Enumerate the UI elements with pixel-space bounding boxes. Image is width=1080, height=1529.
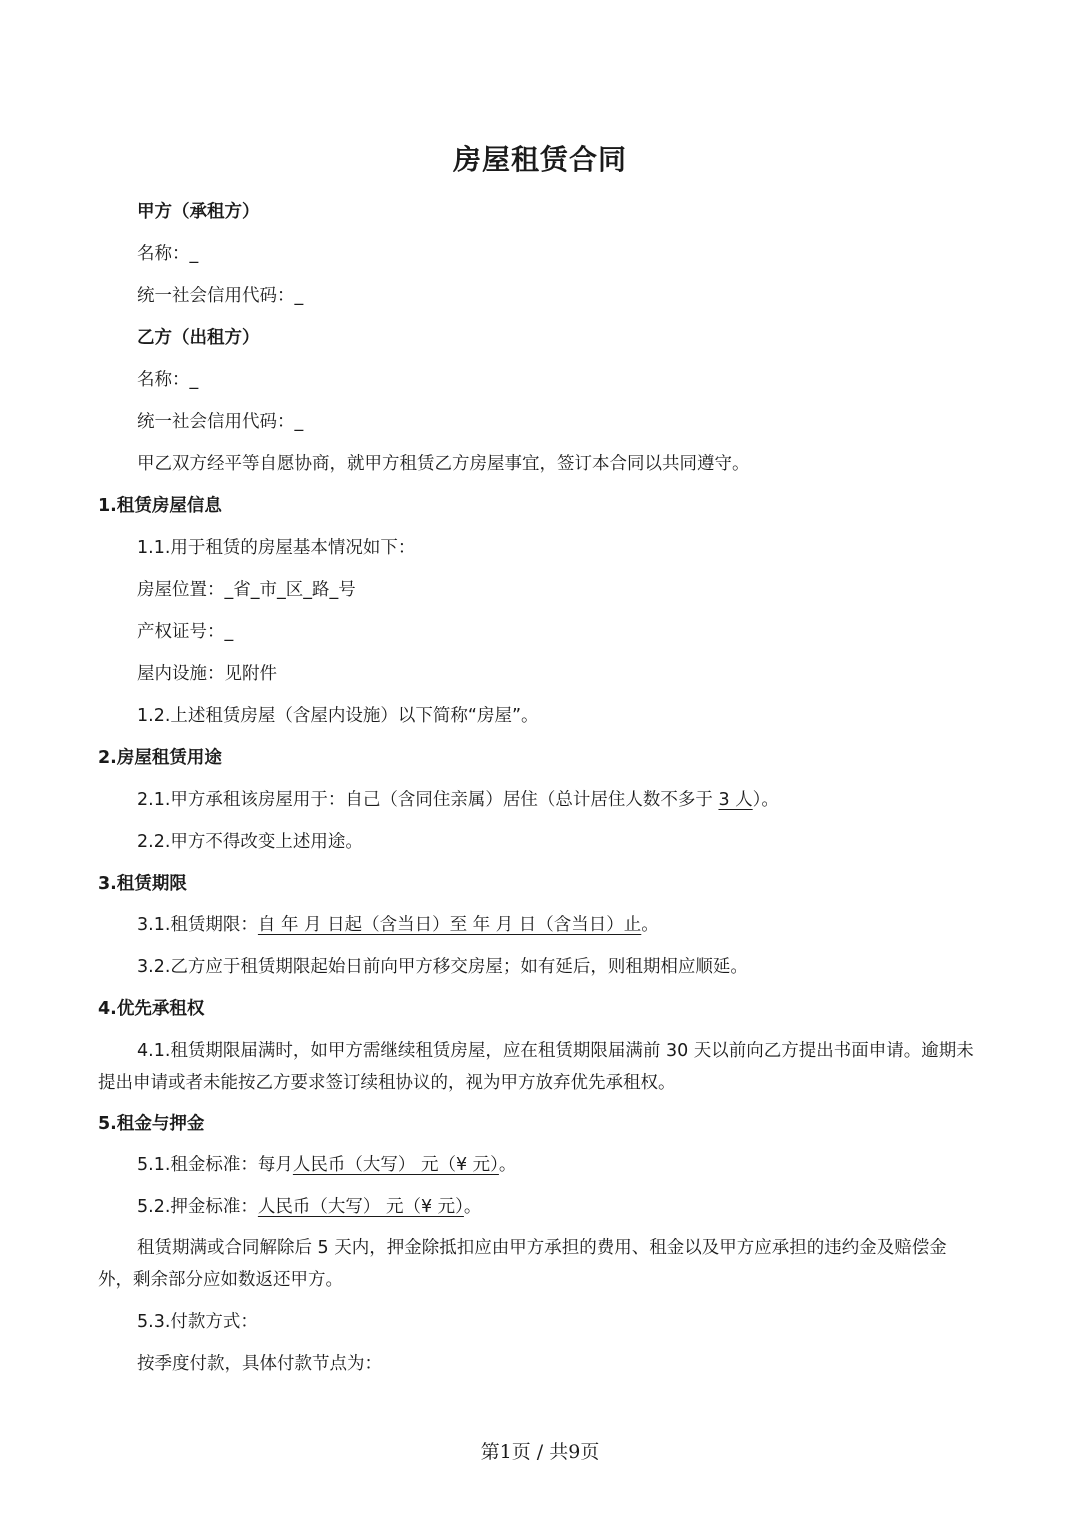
clause-3-1-end: 。 [641,915,659,935]
section-3-heading: 3.租赁期限 [98,874,187,894]
page-title: 房屋租赁合同 [452,143,627,176]
property-cert: 产权证号：_ [137,622,234,642]
clause-3-2: 3.2.乙方应于租赁期限起始日前向甲方移交房屋；如有延后，则租期相应顺延。 [137,957,748,977]
clause-5-2-label: 5.2.押金标准： [137,1197,258,1217]
party-a-heading: 甲方（承租方） [137,202,260,222]
section-5-heading: 5.租金与押金 [98,1114,205,1134]
section-2-heading: 2.房屋租赁用途 [98,748,222,768]
clause-5-1 [137,1153,516,1177]
clause-3-1 [137,913,659,937]
clause-5-2-end: 。 [463,1197,482,1217]
clause-5-2 [137,1195,481,1219]
clause-1-1: 1.1.用于租赁的房屋基本情况如下： [137,538,416,558]
party-b-credit-code: 统一社会信用代码：_ [137,412,304,432]
lease-term: 自 年 月 日起（含当日）至 年 月 日（含当日）止 [257,915,642,935]
rent-amount: 人民币（大写） 元（¥ 元） [292,1155,499,1175]
clause-2-1-end: ）。 [752,790,779,810]
payment-method: 按季度付款，具体付款节点为： [137,1354,382,1374]
section-1-heading: 1.租赁房屋信息 [98,496,222,516]
clause-4-1: 4.1.租赁期限届满时，如甲方需继续租赁房屋，应在租赁期限届满前 30 天以前向乙方提出书面申请。逾期未提出申请或者未能按乙方要求签订续租协议的，视为甲方放弃优先承租权。 [98,1041,974,1093]
party-a-credit-code: 统一社会信用代码：_ [137,286,304,306]
deposit-amount: 人民币（大写） 元（¥ 元） [257,1197,464,1217]
preamble: 甲乙双方经平等自愿协商，就甲方租赁乙方房屋事宜，签订本合同以共同遵守。 [137,454,750,474]
party-a-name: 名称：_ [137,244,199,264]
house-location: 房屋位置：_省_市_区_路_号 [137,580,356,600]
party-b-name: 名称：_ [137,370,199,390]
clause-2-2: 2.2.甲方不得改变上述用途。 [137,832,363,852]
page-number: 第1页 / 共9页 [480,1441,600,1463]
clause-2-1 [137,788,779,812]
occupant-limit: 3 人 [718,790,753,810]
facilities: 屋内设施：见附件 [137,664,277,684]
clause-3-1-label: 3.1.租赁期限： [137,915,258,935]
clause-5-1-label: 5.1.租金标准：每月 [137,1155,293,1175]
clause-5-3: 5.3.付款方式： [137,1312,258,1332]
clause-2-1-text: 2.1.甲方承租该房屋用于：自己（含同住亲属）居住（总计居住人数不多于 [137,790,719,810]
section-4-heading: 4.优先承租权 [98,999,205,1019]
clause-1-2: 1.2.上述租赁房屋（含屋内设施）以下简称“房屋”。 [137,706,539,726]
clause-5-1-end: 。 [498,1155,517,1175]
deposit-note: 租赁期满或合同解除后 5 天内，押金除抵扣应由甲方承担的费用、租金以及甲方应承担的违约金及赔偿金外，剩余部分应如数返还甲方。 [98,1238,947,1290]
party-b-heading: 乙方（出租方） [137,328,260,348]
